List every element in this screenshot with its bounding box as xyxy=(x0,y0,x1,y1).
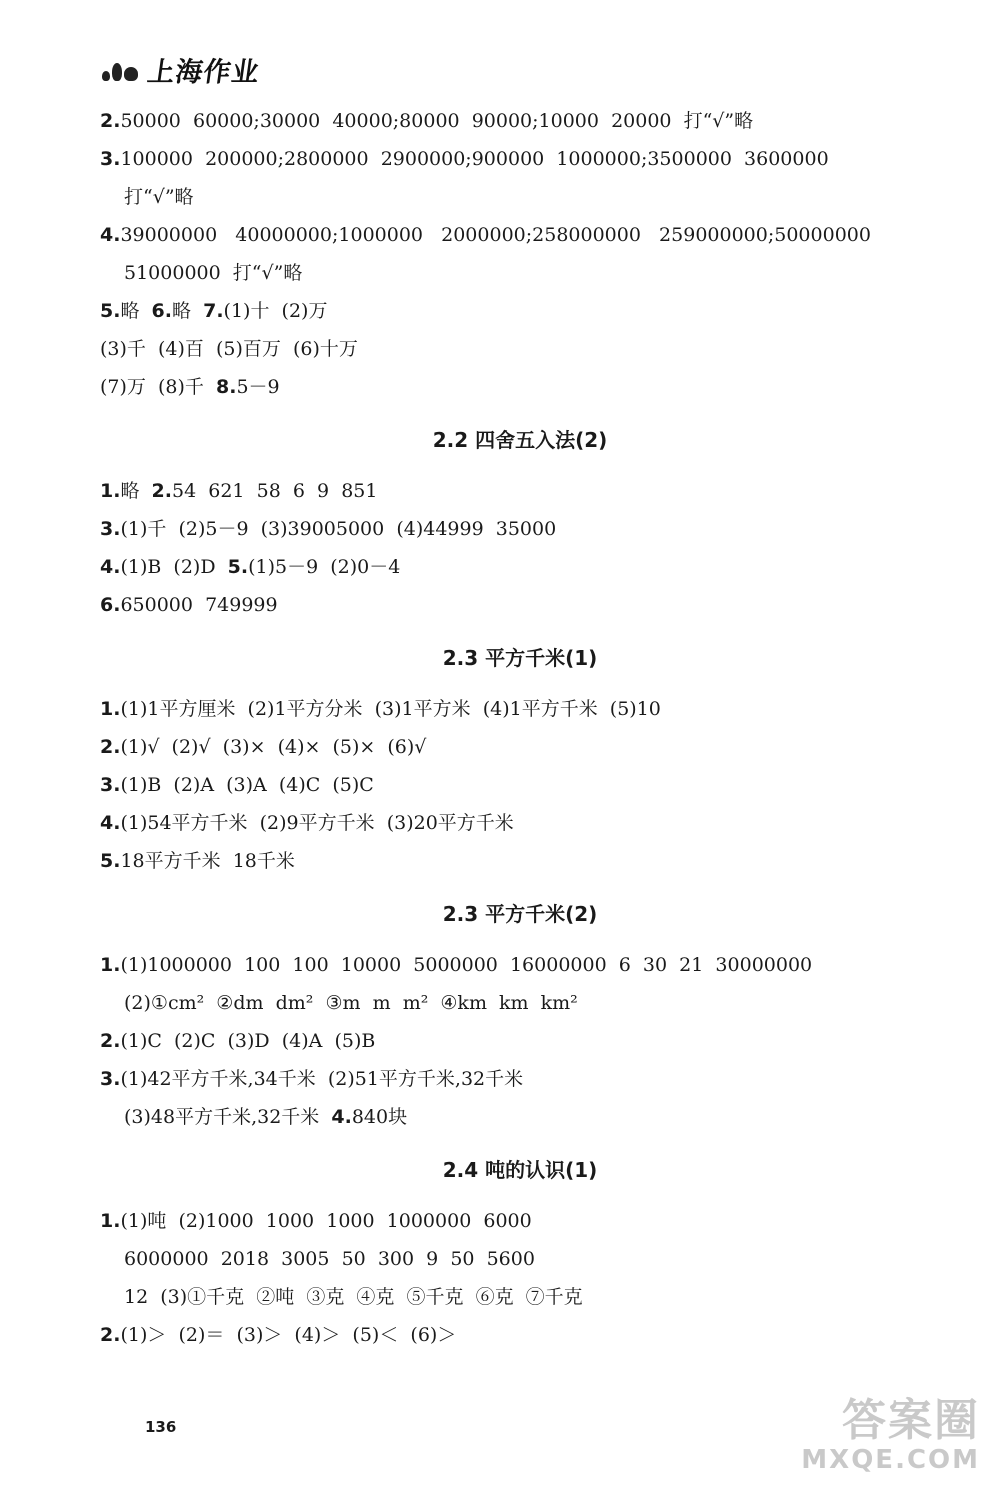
question-number: 2. xyxy=(100,736,121,758)
answer-text: 54 621 58 6 9 851 xyxy=(172,480,378,502)
answer-text: 略 xyxy=(120,480,152,502)
question-number: 1. xyxy=(100,480,121,502)
question-number: 2. xyxy=(100,1324,121,1346)
answer-text: 略 xyxy=(120,300,152,322)
answer-text: (1)C (2)C (3)D (4)A (5)B xyxy=(120,1030,376,1052)
question-number: 1. xyxy=(100,698,121,720)
answer-line xyxy=(100,140,940,178)
answer-text: 650000 749999 xyxy=(120,594,278,616)
watermark-url: MXQE.COM xyxy=(801,1445,980,1475)
question-number: 4. xyxy=(100,224,121,246)
question-number: 2. xyxy=(100,110,121,132)
question-number: 6. xyxy=(100,594,121,616)
answer-text: 打“√”略 xyxy=(124,186,194,208)
answer-line xyxy=(100,1022,940,1060)
answer-text: (7)万 (8)千 xyxy=(100,376,216,398)
answer-line xyxy=(100,728,940,766)
answer-text: 6000000 2018 3005 50 300 9 50 5600 xyxy=(124,1248,535,1270)
question-number: 4. xyxy=(100,556,121,578)
header-logo xyxy=(100,50,260,89)
question-number: 2. xyxy=(100,1030,121,1052)
answer-content xyxy=(100,102,940,1354)
answer-text: 18平方千米 18千米 xyxy=(120,850,295,872)
question-number: 4. xyxy=(331,1106,352,1128)
answer-text: (1)1平方厘米 (2)1平方分米 (3)1平方米 (4)1平方千米 (5)10 xyxy=(120,698,661,720)
question-number: 3. xyxy=(100,518,121,540)
answer-text: (1)1000000 100 100 10000 5000000 16000000 6 30 21 30000000 xyxy=(120,954,813,976)
answer-line xyxy=(100,472,940,510)
answer-line xyxy=(100,178,940,216)
answer-line xyxy=(100,368,940,406)
answer-text: (1)十 (2)万 xyxy=(223,300,328,322)
answer-line xyxy=(100,1202,940,1240)
answer-line xyxy=(100,690,940,728)
question-number: 2. xyxy=(151,480,172,502)
question-number: 3. xyxy=(100,1068,121,1090)
answer-line xyxy=(100,102,940,140)
answer-text: 12 (3)①千克 ②吨 ③克 ④克 ⑤千克 ⑥克 ⑦千克 xyxy=(124,1286,583,1308)
answer-line xyxy=(100,766,940,804)
answer-line xyxy=(100,1098,940,1136)
answer-line xyxy=(100,216,940,254)
question-number: 4. xyxy=(100,812,121,834)
answer-line xyxy=(100,984,940,1022)
answer-text: 39000000 40000000;1000000 2000000;258000000 259000000;50000000 xyxy=(120,224,871,246)
question-number: 5. xyxy=(100,850,121,872)
answer-line xyxy=(100,1240,940,1278)
answer-line xyxy=(100,842,940,880)
question-number: 3. xyxy=(100,148,121,170)
section-heading: 2.4 吨的认识(1) xyxy=(442,1158,598,1182)
question-number: 5. xyxy=(227,556,249,578)
question-number: 6. xyxy=(151,300,172,322)
section-heading: 2.2 四舍五入法(2) xyxy=(432,428,608,452)
question-number: 3. xyxy=(100,774,121,796)
logo-icon xyxy=(100,57,142,83)
question-number: 1. xyxy=(100,954,121,976)
answer-text: (1)千 (2)5－9 (3)39005000 (4)44999 35000 xyxy=(120,518,557,540)
question-number: 5. xyxy=(100,300,121,322)
answer-text: (1)B (2)A (3)A (4)C (5)C xyxy=(120,774,374,796)
answer-text: (3)48平方千米,32千米 xyxy=(124,1106,332,1128)
answer-line xyxy=(100,1316,940,1354)
answer-text: (1)5－9 (2)0－4 xyxy=(248,556,401,578)
answer-text: (1)＞ (2)＝ (3)＞ (4)＞ (5)＜ (6)＞ xyxy=(120,1324,457,1346)
answer-text: (1)54平方千米 (2)9平方千米 (3)20平方千米 xyxy=(120,812,514,834)
answer-text: 840块 xyxy=(351,1106,408,1128)
answer-text: (1)42平方千米,34千米 (2)51平方千米,32千米 xyxy=(120,1068,524,1090)
page-number: 136 xyxy=(145,1418,177,1436)
watermark-logo-text: 答案圈 xyxy=(842,1395,980,1446)
question-number: 8. xyxy=(216,376,237,398)
section-heading: 2.3 平方千米(1) xyxy=(442,646,598,670)
question-number: 1. xyxy=(100,1210,121,1232)
answer-text: (1)B (2)D xyxy=(120,556,228,578)
answer-text: 略 xyxy=(172,300,204,322)
answer-line xyxy=(100,254,940,292)
watermark xyxy=(801,1397,980,1475)
answer-text: (3)千 (4)百 (5)百万 (6)十万 xyxy=(100,338,358,360)
answer-line xyxy=(100,1060,940,1098)
answer-line xyxy=(100,292,940,330)
answer-line xyxy=(100,1278,940,1316)
answer-text: (1)√ (2)√ (3)× (4)× (5)× (6)√ xyxy=(120,736,427,758)
answer-line xyxy=(100,804,940,842)
answer-text: 51000000 打“√”略 xyxy=(124,262,303,284)
answer-text: 5－9 xyxy=(236,376,280,398)
header-title: 上海作业 xyxy=(145,57,262,88)
answer-line xyxy=(100,510,940,548)
answer-text: (1)吨 (2)1000 1000 1000 1000000 6000 xyxy=(120,1210,532,1232)
section-heading: 2.3 平方千米(2) xyxy=(442,902,598,926)
answer-line xyxy=(100,946,940,984)
answer-line xyxy=(100,586,940,624)
answer-text: (2)①cm² ②dm dm² ③m m m² ④km km km² xyxy=(124,992,578,1014)
answer-line xyxy=(100,330,940,368)
question-number: 7. xyxy=(203,300,224,322)
answer-text: 50000 60000;30000 40000;80000 90000;10000 20000 打“√”略 xyxy=(120,110,754,132)
answer-text: 100000 200000;2800000 2900000;900000 1000000;3500000 3600000 xyxy=(120,148,829,170)
answer-line xyxy=(100,548,940,586)
